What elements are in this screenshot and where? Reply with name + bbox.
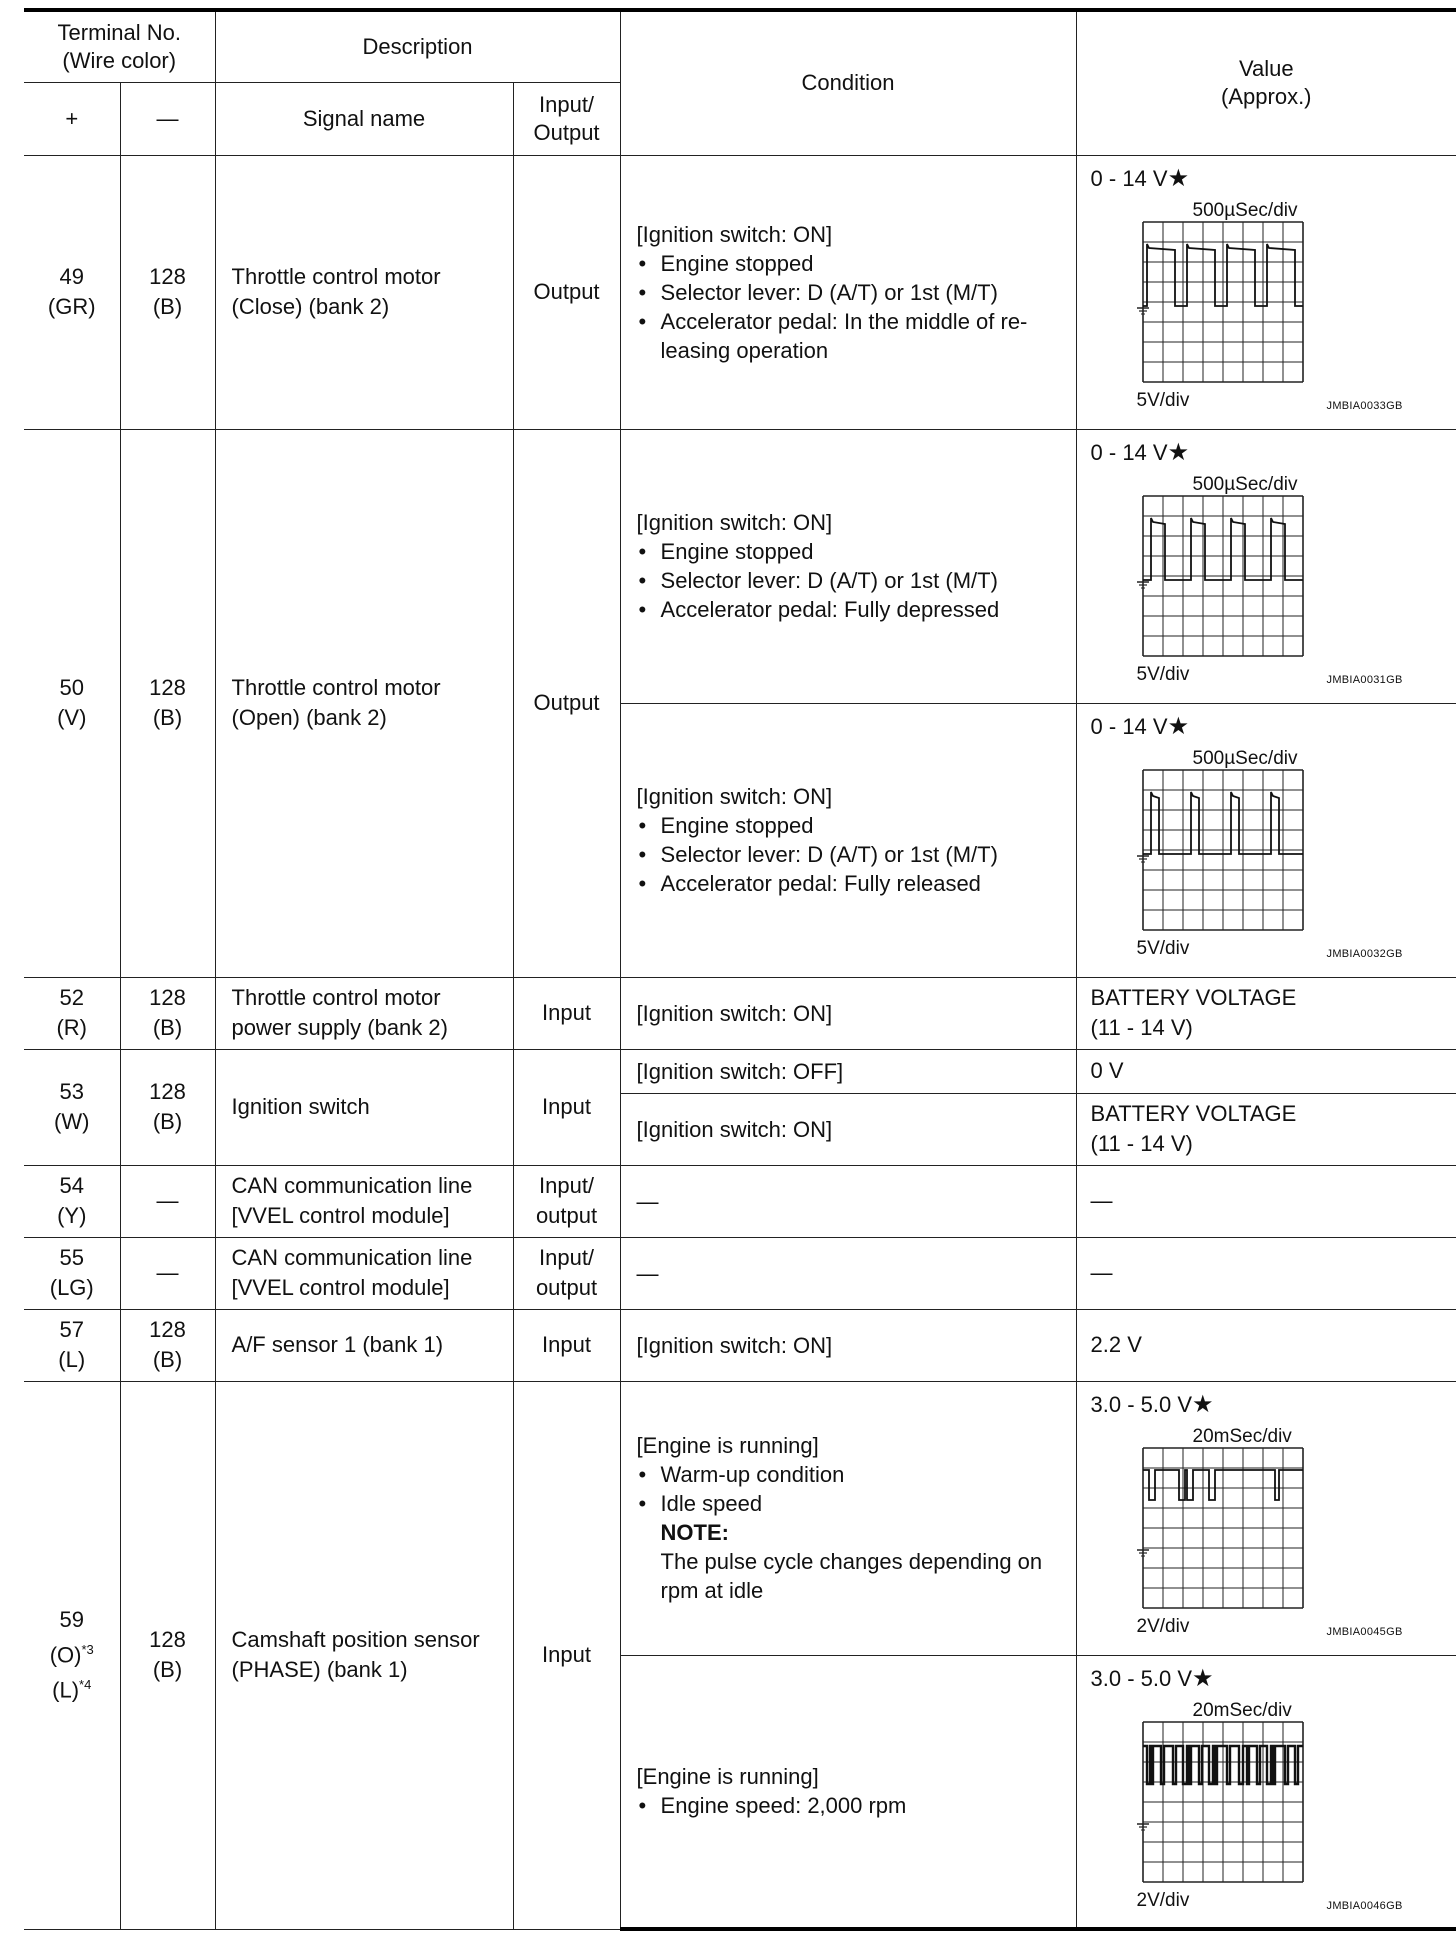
value-text: BATTERY VOLTAGE (11 - 14 V) (1076, 977, 1456, 1049)
volt-div-label: 5V/div (1136, 389, 1190, 411)
signal-name: Throttle control motor (Open) (bank 2) (215, 429, 513, 977)
table-row (24, 429, 1456, 703)
figure-code: JMBIA0031GB (1326, 673, 1403, 686)
table-row (24, 1309, 1456, 1381)
oscilloscope-graph (1137, 1446, 1307, 1616)
star-icon: ★ (1167, 438, 1190, 466)
terminal-minus: 128 (B) (120, 429, 215, 977)
condition: [Ignition switch: OFF] (620, 1049, 1076, 1093)
table-row (24, 155, 1456, 429)
value-range: 3.0 - 5.0 V★ (1090, 1390, 1214, 1418)
terminal-plus: 52 (R) (24, 977, 120, 1049)
oscilloscope-graph (1137, 768, 1307, 938)
star-icon: ★ (1167, 712, 1190, 740)
value-waveform (1076, 429, 1456, 703)
condition: [Engine is running] • Engine speed: 2,000 rpm (620, 1655, 1076, 1929)
time-div-label: 20mSec/div (1192, 1699, 1292, 1721)
header-terminal: Terminal No. (Wire color) (24, 10, 215, 82)
condition: [Ignition switch: ON] • Engine stopped • Selector lever: D (A/T) or 1st (M/T) • Accelerator pedal: Fully depressed (620, 429, 1076, 703)
value-text: BATTERY VOLTAGE (11 - 14 V) (1076, 1093, 1456, 1165)
condition: [Ignition switch: ON] (620, 1093, 1076, 1165)
condition: [Ignition switch: ON] • Engine stopped • Selector lever: D (A/T) or 1st (M/T) • Accelerator pedal: Fully released (620, 703, 1076, 977)
signal-name: Throttle control motor power supply (bank 2) (215, 977, 513, 1049)
value-waveform (1076, 1655, 1456, 1929)
value-text: 2.2 V (1076, 1309, 1456, 1381)
signal-name: Ignition switch (215, 1049, 513, 1165)
terminal-plus: 54 (Y) (24, 1165, 120, 1237)
table-row (24, 977, 1456, 1049)
oscilloscope-graph (1137, 1720, 1307, 1890)
header-value: Value (Approx.) (1076, 10, 1456, 155)
table-row (24, 1237, 1456, 1309)
figure-code: JMBIA0045GB (1326, 1625, 1403, 1638)
terminal-minus: 128 (B) (120, 1381, 215, 1929)
value-waveform (1076, 155, 1456, 429)
oscilloscope-graph (1137, 494, 1307, 664)
terminal-minus: — (120, 1237, 215, 1309)
header-signal-name: Signal name (215, 82, 513, 155)
terminal-plus: 50 (V) (24, 429, 120, 977)
value-range: 0 - 14 V★ (1090, 712, 1190, 740)
header-condition: Condition (620, 10, 1076, 155)
io-type: Output (513, 155, 620, 429)
volt-div-label: 5V/div (1136, 663, 1190, 685)
signal-name: CAN communication line [VVEL control module] (215, 1165, 513, 1237)
header-minus: — (120, 82, 215, 155)
terminal-minus: — (120, 1165, 215, 1237)
signal-name: Camshaft position sensor (PHASE) (bank 1) (215, 1381, 513, 1929)
table-row (24, 1381, 1456, 1655)
terminal-minus: 128 (B) (120, 977, 215, 1049)
signal-name: A/F sensor 1 (bank 1) (215, 1309, 513, 1381)
oscilloscope-graph (1137, 220, 1307, 390)
io-type: Input (513, 1309, 620, 1381)
condition: — (620, 1237, 1076, 1309)
terminal-minus: 128 (B) (120, 1049, 215, 1165)
condition: [Ignition switch: ON] (620, 1309, 1076, 1381)
terminal-plus: 57 (L) (24, 1309, 120, 1381)
time-div-label: 20mSec/div (1192, 1425, 1292, 1447)
figure-code: JMBIA0033GB (1326, 399, 1403, 412)
signal-name: CAN communication line [VVEL control module] (215, 1237, 513, 1309)
terminal-plus: 55 (LG) (24, 1237, 120, 1309)
volt-div-label: 2V/div (1136, 1615, 1190, 1637)
figure-code: JMBIA0046GB (1326, 1899, 1403, 1912)
condition: [Engine is running] • Warm-up condition • Idle speed NOTE: The pulse cycle changes depending on rpm at idle (620, 1381, 1076, 1655)
time-div-label: 500µSec/div (1192, 473, 1298, 495)
signal-name: Throttle control motor (Close) (bank 2) (215, 155, 513, 429)
io-type: Input (513, 1049, 620, 1165)
condition: [Ignition switch: ON] • Engine stopped • Selector lever: D (A/T) or 1st (M/T) • Accelerator pedal: In the middle of re- leasing operation (620, 155, 1076, 429)
value-range: 0 - 14 V★ (1090, 438, 1190, 466)
io-type: Input/ output (513, 1237, 620, 1309)
header-description: Description (215, 10, 620, 82)
value-range: 0 - 14 V★ (1090, 164, 1190, 192)
value-waveform (1076, 1381, 1456, 1655)
io-type: Input (513, 1381, 620, 1929)
io-type: Input (513, 977, 620, 1049)
terminal-minus: 128 (B) (120, 155, 215, 429)
time-div-label: 500µSec/div (1192, 747, 1298, 769)
terminal-plus: 49 (GR) (24, 155, 120, 429)
volt-div-label: 2V/div (1136, 1889, 1190, 1911)
condition: [Ignition switch: ON] (620, 977, 1076, 1049)
star-icon: ★ (1167, 164, 1190, 192)
value-range: 3.0 - 5.0 V★ (1090, 1664, 1214, 1692)
value-waveform (1076, 703, 1456, 977)
header-plus: + (24, 82, 120, 155)
volt-div-label: 5V/div (1136, 937, 1190, 959)
terminal-table (24, 8, 1456, 1931)
terminal-minus: 128 (B) (120, 1309, 215, 1381)
table-row (24, 1165, 1456, 1237)
time-div-label: 500µSec/div (1192, 199, 1298, 221)
value-text: — (1076, 1165, 1456, 1237)
table-row (24, 1049, 1456, 1093)
io-type: Input/ output (513, 1165, 620, 1237)
condition: — (620, 1165, 1076, 1237)
io-type: Output (513, 429, 620, 977)
star-icon: ★ (1192, 1664, 1214, 1692)
figure-code: JMBIA0032GB (1326, 947, 1403, 960)
value-text: 0 V (1076, 1049, 1456, 1093)
header-io: Input/ Output (513, 82, 620, 155)
value-text: — (1076, 1237, 1456, 1309)
star-icon: ★ (1192, 1390, 1214, 1418)
terminal-plus: 53 (W) (24, 1049, 120, 1165)
terminal-plus: 59 $(O)^{*3}$ $(L)^{*4}$ (24, 1381, 120, 1929)
